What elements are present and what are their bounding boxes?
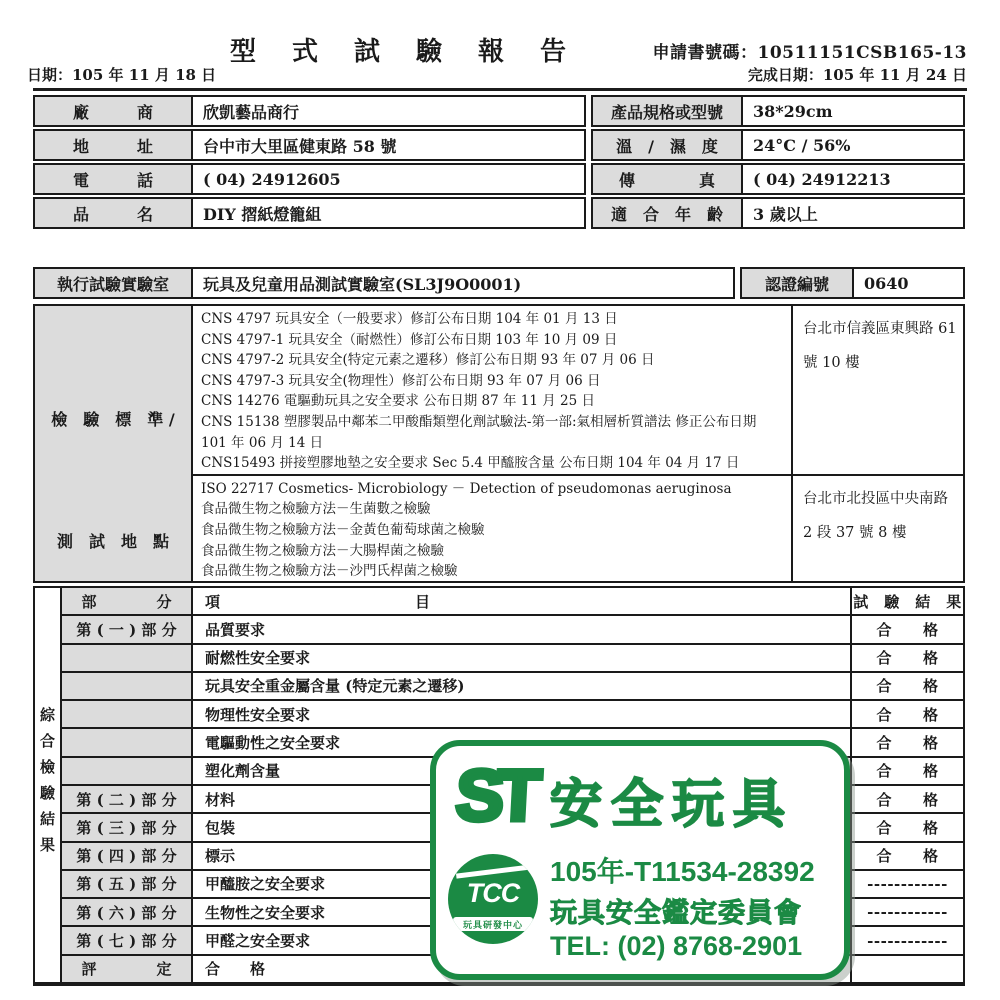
result-cell: ------------ — [867, 903, 948, 922]
row-group-right — [591, 197, 965, 229]
item-cell: 甲醛之安全要求 — [193, 927, 852, 953]
result-cell: 合 格 — [876, 762, 939, 781]
part-cell: 第 ( 四 ) 部 分 — [62, 843, 193, 869]
completion-date: 完成日期：105 年 11 月 24 日 — [747, 66, 967, 84]
item-cell: 玩具安全重金屬含量 (特定元素之遷移) — [193, 673, 852, 699]
stamp-cert-number: 105年-T11534-28392 — [550, 856, 815, 887]
item-cell: 材料 — [193, 786, 852, 812]
result-cell: 合 格 — [876, 649, 939, 668]
tcc-caption: 玩具研發中心 — [462, 919, 523, 930]
page-title: 型式試驗報告 — [230, 37, 603, 67]
stamp-bottom-row — [448, 848, 832, 966]
standard-line: 食品微生物之檢驗方法－金黃色葡萄球菌之檢驗 — [201, 521, 485, 538]
row-label: 品 名 — [35, 199, 193, 227]
iso-standards-list — [193, 476, 793, 582]
item-cell: 塑化劑含量 — [193, 758, 852, 784]
row-label: 產品規格或型號 — [593, 97, 743, 125]
results-header-row — [62, 588, 963, 616]
part-cell: 第 ( 七 ) 部 分 — [62, 927, 193, 953]
row-label: 地 址 — [35, 131, 193, 159]
standard-line: ISO 22717 Cosmetics- Microbiology － Detection of pseudomonas aeruginosa — [201, 480, 732, 497]
result-cell: 合 格 — [876, 620, 939, 639]
lab-row — [33, 267, 965, 299]
test-location-address: 台北市信義區東興路 61 號 10 樓 — [803, 321, 957, 371]
column-header-part: 部 分 — [62, 588, 193, 614]
table-row — [62, 645, 963, 673]
stamp-committee-name: 玩具安全鑑定委員會 — [550, 898, 802, 928]
stamp-text-lines — [538, 848, 832, 966]
tcc-logo — [448, 854, 538, 944]
standard-line: 食品微生物之檢驗方法－生菌數之檢驗 — [201, 501, 431, 518]
result-cell: ------------ — [867, 931, 948, 950]
st-logo: ST — [453, 756, 537, 836]
row-group-left — [33, 163, 586, 195]
standards-label-line2: 測 試 地 點 — [56, 531, 169, 551]
standard-line: CNS15493 拼接塑膠地墊之安全要求 Sec 5.4 甲醯胺含量 公布日期 104 年 04 月 17 日 — [201, 455, 740, 472]
lab-label: 執行試驗實驗室 — [35, 269, 193, 297]
standard-line: 食品微生物之檢驗方法－沙門氏桿菌之檢驗 — [201, 563, 458, 580]
row-value: ( 04) 24912213 — [753, 169, 891, 189]
result-cell: 合 格 — [876, 734, 939, 753]
part-cell — [62, 701, 193, 727]
standard-line: 食品微生物之檢驗方法－大腸桿菌之檢驗 — [201, 542, 444, 559]
lab-name: 玩具及兒童用品測試實驗室(SL3J9O0001) — [203, 274, 522, 294]
part-cell: 第 ( 六 ) 部 分 — [62, 899, 193, 925]
standards-label-line1: 檢 驗 標 準 / — [51, 409, 175, 429]
standard-line: CNS 15138 塑膠製品中鄰苯二甲酸酯類塑化劑試驗法-第一部:氣相層析質譜法 修正公布日期 101 年 06 月 14 日 — [201, 413, 757, 451]
part-cell — [62, 673, 193, 699]
stamp-title: 安全玩具 — [550, 775, 795, 834]
standard-line: CNS 4797-1 玩具安全（耐燃性）修訂公布日期 103 年 10 月 09 日 — [201, 331, 618, 348]
row-value: 3 歲以上 — [753, 204, 818, 224]
result-cell: 合 格 — [876, 818, 939, 837]
row-value: ( 04) 24912605 — [203, 169, 341, 189]
standard-line: CNS 4797-3 玩具安全(物理性）修訂公布日期 93 年 07 月 06 日 — [201, 372, 601, 389]
part-cell: 第 ( 二 ) 部 分 — [62, 786, 193, 812]
table-row — [33, 197, 965, 229]
table-row — [33, 95, 965, 127]
row-value: DIY 摺紙燈籠組 — [203, 204, 322, 224]
row-label: 電 話 — [35, 165, 193, 193]
row-label: 傳 真 — [593, 165, 743, 193]
row-group-left — [33, 197, 586, 229]
item-cell: 物理性安全要求 — [193, 701, 852, 727]
tcc-banner — [453, 917, 533, 931]
result-cell: 合 格 — [876, 847, 939, 866]
cns-standards-list — [193, 306, 793, 474]
cert-label: 認證編號 — [742, 269, 854, 297]
row-group-left — [33, 129, 586, 161]
part-cell — [62, 758, 193, 784]
item-cell: 包裝 — [193, 814, 852, 840]
result-cell: 合 格 — [876, 677, 939, 696]
cert-number: 0640 — [864, 273, 909, 293]
row-group-left — [33, 267, 735, 299]
part-cell — [62, 645, 193, 671]
row-group-right — [740, 267, 965, 299]
stamp-top-row — [448, 752, 832, 846]
row-label: 溫 / 濕 度 — [593, 131, 743, 159]
info-table — [33, 95, 965, 231]
verdict-label: 評 定 — [62, 956, 193, 982]
results-side-label: 綜合檢驗結果 — [38, 707, 56, 863]
row-label: 廠 商 — [35, 97, 193, 125]
st-safety-stamp — [430, 740, 850, 980]
row-value: 38*29cm — [753, 101, 833, 121]
column-header-result: 試 驗 結 果 — [853, 592, 962, 611]
verdict-value: 合 格 — [193, 956, 852, 982]
standards-section — [33, 304, 965, 583]
row-group-left — [33, 95, 586, 127]
table-row — [62, 701, 963, 729]
standard-line: CNS 4797 玩具安全（一般要求）修訂公布日期 104 年 01 月 13 日 — [201, 311, 618, 327]
part-cell: 第 ( 一 ) 部 分 — [62, 616, 193, 642]
result-cell: 合 格 — [876, 705, 939, 724]
standard-line: CNS 14276 電驅動玩具之安全要求 公布日期 87 年 11 月 25 日 — [201, 393, 595, 410]
test-location-address: 台北市北投區中央南路 2 段 37 號 8 樓 — [803, 490, 948, 541]
item-cell: 標示 — [193, 843, 852, 869]
row-value: 24°C / 56% — [753, 135, 851, 155]
table-row — [62, 616, 963, 644]
stamp-telephone: TEL: (02) 8768-2901 — [550, 931, 803, 961]
part-cell: 第 ( 五 ) 部 分 — [62, 871, 193, 897]
application-number: 申請書號碼：10511151CSB165-13 — [652, 43, 967, 63]
part-cell: 第 ( 三 ) 部 分 — [62, 814, 193, 840]
header-divider — [33, 88, 967, 91]
row-value: 欣凱藝品商行 — [203, 102, 300, 122]
result-cell: 合 格 — [876, 790, 939, 809]
table-row — [62, 673, 963, 701]
table-row — [33, 129, 965, 161]
report-date: 日期：105 年 11 月 18 日 — [27, 66, 217, 84]
standards-body — [193, 306, 963, 581]
part-cell — [62, 729, 193, 755]
cns-standards-row — [193, 306, 963, 476]
item-cell: 甲醯胺之安全要求 — [193, 871, 852, 897]
result-cell: ------------ — [867, 874, 948, 893]
table-row — [33, 163, 965, 195]
standard-line: CNS 4797-2 玩具安全(特定元素之遷移）修訂公布日期 93 年 07 月 06 日 — [201, 352, 655, 369]
row-group-right — [591, 129, 965, 161]
item-cell: 品質要求 — [193, 616, 852, 642]
row-group-right — [591, 163, 965, 195]
iso-standards-row — [193, 476, 963, 582]
column-header-item: 項 目 — [193, 588, 852, 614]
item-cell: 電驅動性之安全要求 — [193, 729, 852, 755]
tcc-logo-text: TCC — [466, 878, 520, 908]
results-side-column — [35, 588, 62, 982]
row-group-right — [591, 95, 965, 127]
item-cell: 生物性之安全要求 — [193, 899, 852, 925]
row-value: 台中市大里區健東路 58 號 — [203, 136, 397, 156]
item-cell: 耐燃性安全要求 — [193, 645, 852, 671]
verdict-result — [852, 956, 963, 982]
standards-label — [35, 306, 193, 581]
row-label: 適 合 年 齡 — [593, 199, 743, 227]
